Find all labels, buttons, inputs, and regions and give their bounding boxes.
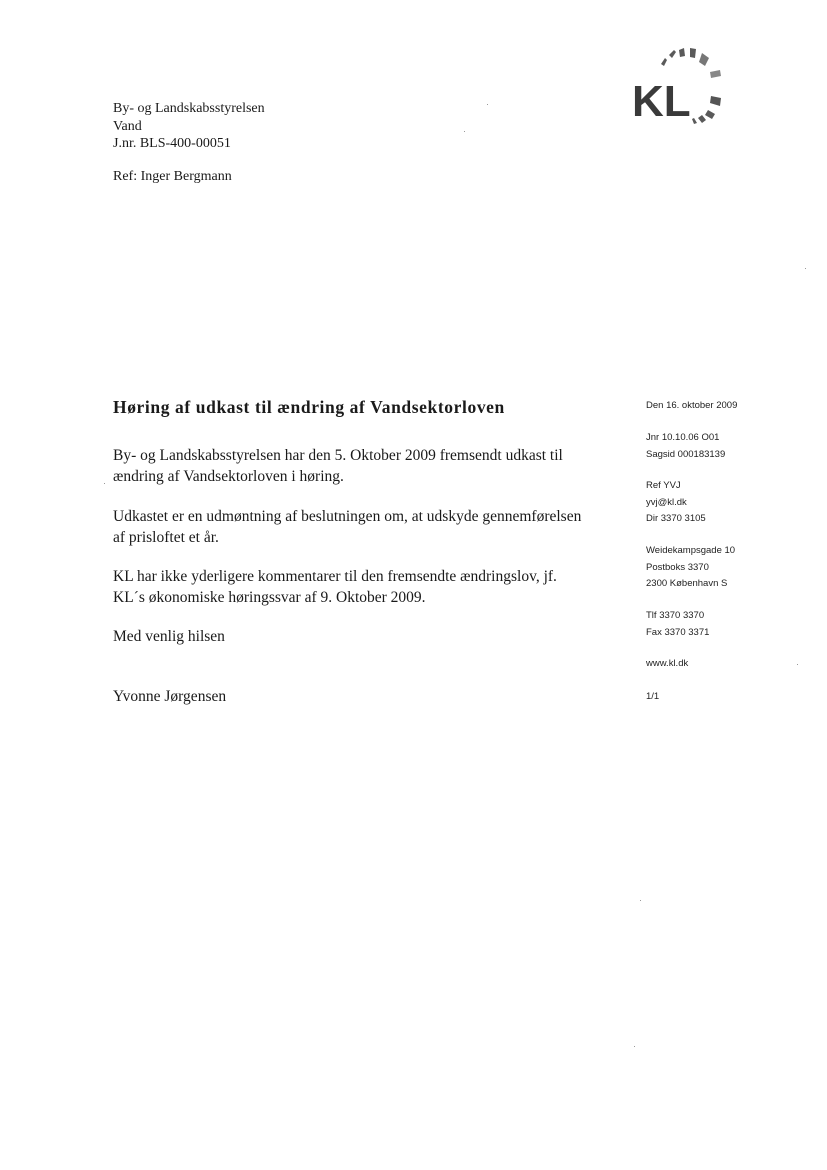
paragraph-3 bbox=[113, 566, 613, 608]
recipient-line: By- og Landskabsstyrelsen bbox=[113, 101, 265, 116]
recipient-line: J.nr. BLS-400-00051 bbox=[113, 136, 231, 151]
kl-logo-icon bbox=[628, 44, 738, 140]
sidebar-address bbox=[646, 543, 735, 593]
paragraph-line: KL har ikke yderligere kommentarer til den fremsendte ændringslov, jf. bbox=[113, 568, 557, 585]
sidebar-line: Tlf 3370 3370 bbox=[646, 610, 705, 621]
sidebar-line: Weidekampsgade 10 bbox=[646, 545, 736, 556]
paragraph-1 bbox=[113, 445, 613, 487]
sidebar-line: Jnr 10.10.06 O01 bbox=[646, 432, 720, 443]
sidebar-date: Den 16. oktober 2009 bbox=[646, 400, 738, 411]
recipient-line: Vand bbox=[113, 118, 142, 134]
sidebar-phone bbox=[646, 608, 709, 641]
sidebar-web: www.kl.dk bbox=[646, 658, 689, 669]
scan-speck bbox=[487, 104, 488, 105]
sidebar-page: 1/1 bbox=[646, 691, 660, 702]
letter-title: Høring af udkast til ændring af Vandsektorloven bbox=[113, 397, 505, 417]
scan-speck bbox=[464, 131, 465, 132]
closing: Med venlig hilsen bbox=[113, 628, 225, 645]
sidebar-line: Ref YVJ bbox=[646, 480, 681, 491]
sidebar-contact bbox=[646, 478, 706, 528]
sidebar-line: Fax 3370 3371 bbox=[646, 626, 710, 638]
scan-speck bbox=[634, 1046, 635, 1047]
signature: Yvonne Jørgensen bbox=[113, 688, 227, 705]
sidebar-line: Postboks 3370 bbox=[646, 561, 709, 573]
sidebar-journal bbox=[646, 430, 725, 463]
recipient-ref: Ref: Inger Bergmann bbox=[113, 169, 232, 184]
kl-logo bbox=[628, 44, 738, 140]
scan-speck bbox=[104, 483, 105, 484]
scan-speck bbox=[797, 664, 798, 665]
sidebar-line: Dir 3370 3105 bbox=[646, 513, 706, 524]
paragraph-line: By- og Landskabsstyrelsen har den 5. Oktober 2009 fremsendt udkast til bbox=[113, 447, 563, 464]
paragraph-line: Udkastet er en udmøntning af beslutningen om, at udskyde gennemførelsen bbox=[113, 508, 582, 525]
sidebar-line: Sagsid 000183139 bbox=[646, 448, 726, 460]
sidebar-line: yvj@kl.dk bbox=[646, 496, 687, 508]
paragraph-2 bbox=[113, 506, 613, 548]
kl-logo-text: KL bbox=[632, 77, 691, 126]
scan-speck bbox=[805, 268, 806, 269]
scan-speck bbox=[640, 900, 641, 901]
sidebar-line: 2300 København S bbox=[646, 578, 728, 589]
paragraph-line: KL´s økonomiske høringssvar af 9. Oktober 2009. bbox=[113, 589, 426, 606]
paragraph-line: ændring af Vandsektorloven i høring. bbox=[113, 468, 344, 485]
paragraph-line: af prisloftet et år. bbox=[113, 529, 219, 546]
recipient-address bbox=[113, 100, 265, 153]
